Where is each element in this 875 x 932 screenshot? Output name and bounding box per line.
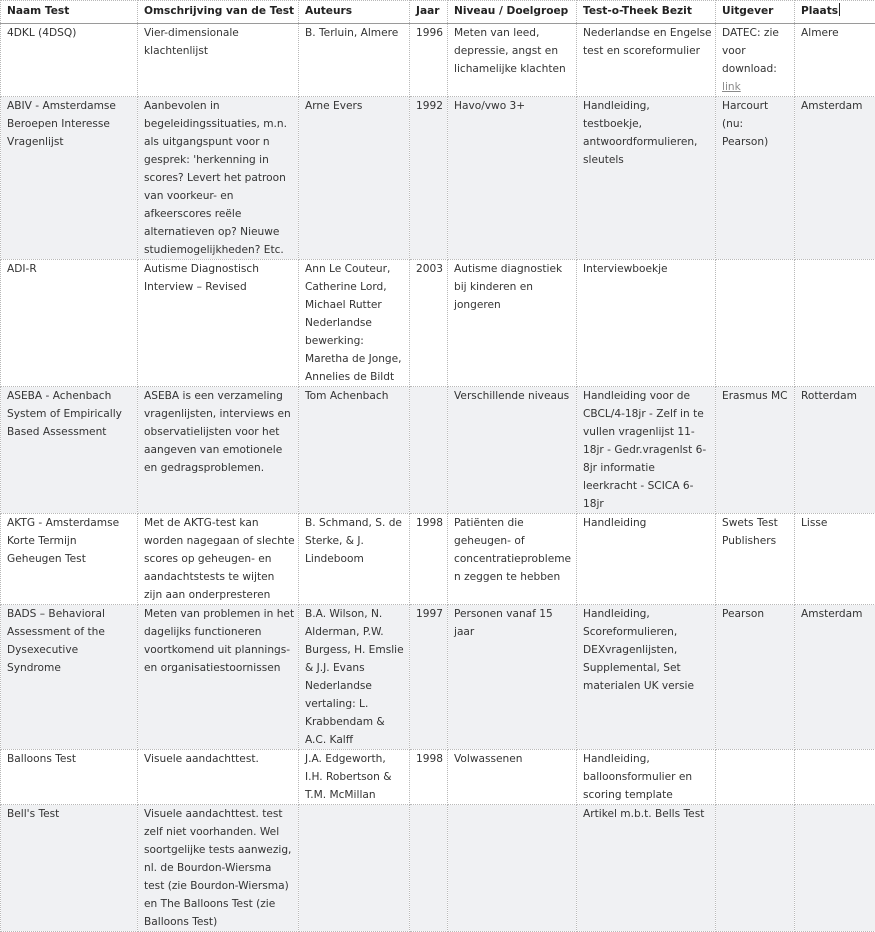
cell-bezit[interactable]: Handleiding, Scoreformulieren, DEXvragenlijsten, Supplemental, Set materialen UK versie (577, 605, 716, 750)
table-row (1, 805, 875, 932)
cell-jaar[interactable] (410, 387, 448, 514)
cell-jaar[interactable]: 1996 (410, 24, 448, 97)
cell-naam[interactable]: BADS – Behavioral Assessment of the Dysexecutive Syndrome (1, 605, 138, 750)
cell-uitgever[interactable]: Harcourt (nu: Pearson) (716, 97, 795, 260)
cell-uitgever[interactable] (716, 750, 795, 805)
cell-plaats[interactable]: Amsterdam (795, 605, 875, 750)
table-row (1, 97, 875, 260)
text-cursor (839, 3, 840, 16)
header-plaats[interactable] (795, 1, 875, 24)
cell-omschrijving[interactable]: Aanbevolen in begeleidingssituaties, m.n. als uitgangspunt voor n gesprek: 'herkenning in scores? Levert het patroon van voorkeur- en afkeerscores reële alternatieven op? Nieuwe studiemogelijkheden? Etc. (138, 97, 299, 260)
cell-plaats[interactable] (795, 750, 875, 805)
cell-auteurs[interactable] (299, 805, 410, 932)
cell-bezit[interactable]: Handleiding (577, 514, 716, 605)
cell-niveau[interactable]: Verschillende niveaus (448, 387, 577, 514)
cell-omschrijving[interactable]: Meten van problemen in het dagelijks functioneren voortkomend uit plannings- en organisatiestoornissen (138, 605, 299, 750)
table-row (1, 514, 875, 605)
cell-naam[interactable]: ASEBA - Achenbach System of Empirically Based Assessment (1, 387, 138, 514)
cell-naam[interactable]: AKTG - Amsterdamse Korte Termijn Geheugen Test (1, 514, 138, 605)
header-uitgever[interactable]: Uitgever (716, 1, 795, 24)
cell-omschrijving[interactable]: Vier-dimensionale klachtenlijst (138, 24, 299, 97)
header-plaats-label: Plaats (801, 5, 838, 17)
cell-plaats[interactable]: Almere (795, 24, 875, 97)
cell-bezit[interactable]: Handleiding, balloonsformulier en scoring template (577, 750, 716, 805)
header-auteurs[interactable]: Auteurs (299, 1, 410, 24)
cell-uitgever[interactable]: Pearson (716, 605, 795, 750)
cell-jaar[interactable]: 1998 (410, 750, 448, 805)
cell-plaats[interactable]: Lisse (795, 514, 875, 605)
cell-bezit[interactable]: Handleiding voor de CBCL/4-18jr - Zelf in te vullen vragenlijst 11-18jr - Gedr.vragenlst 6-8jr informatie leerkracht - SCICA 6-18jr (577, 387, 716, 514)
cell-jaar[interactable]: 1997 (410, 605, 448, 750)
table-row (1, 24, 875, 97)
cell-niveau[interactable]: Volwassenen (448, 750, 577, 805)
cell-bezit[interactable]: Artikel m.b.t. Bells Test (577, 805, 716, 932)
cell-jaar[interactable]: 1998 (410, 514, 448, 605)
header-bezit[interactable]: Test-o-Theek Bezit (577, 1, 716, 24)
cell-uitgever[interactable] (716, 805, 795, 932)
cell-niveau[interactable]: Autisme diagnostiek bij kinderen en jongeren (448, 260, 577, 387)
header-omschrijving[interactable]: Omschrijving van de Test (138, 1, 299, 24)
cell-bezit[interactable]: Interviewboekje (577, 260, 716, 387)
cell-uitgever[interactable] (716, 24, 795, 97)
cell-uitgever[interactable]: Erasmus MC (716, 387, 795, 514)
cell-omschrijving[interactable]: Visuele aandachttest. (138, 750, 299, 805)
cell-auteurs[interactable]: B. Schmand, S. de Sterke, & J. Lindeboom (299, 514, 410, 605)
cell-omschrijving[interactable]: Autisme Diagnostisch Interview – Revised (138, 260, 299, 387)
cell-jaar[interactable]: 2003 (410, 260, 448, 387)
table-row (1, 387, 875, 514)
cell-naam[interactable]: ABIV - Amsterdamse Beroepen Interesse Vragenlijst (1, 97, 138, 260)
header-jaar[interactable]: Jaar (410, 1, 448, 24)
cell-omschrijving[interactable]: Visuele aandachttest. test zelf niet voorhanden. Wel soortgelijke tests aanwezig, nl. de Bourdon-Wiersma test (zie Bourdon-Wiersma) en The Balloons Test (zie Balloons Test) (138, 805, 299, 932)
table-row (1, 605, 875, 750)
cell-naam[interactable]: Balloons Test (1, 750, 138, 805)
header-naam-test[interactable]: Naam Test (1, 1, 138, 24)
cell-uitgever[interactable] (716, 260, 795, 387)
cell-auteurs[interactable]: Arne Evers (299, 97, 410, 260)
table-row (1, 750, 875, 805)
cell-auteurs[interactable]: Ann Le Couteur, Catherine Lord, Michael Rutter Nederlandse bewerking: Maretha de Jonge, Annelies de Bildt (299, 260, 410, 387)
cell-niveau[interactable]: Patiënten die geheugen- of concentratieproblemen zeggen te hebben (448, 514, 577, 605)
cell-bezit[interactable]: Handleiding, testboekje, antwoordformulieren, sleutels (577, 97, 716, 260)
cell-bezit[interactable]: Nederlandse en Engelse test en scoreformulier (577, 24, 716, 97)
cell-naam[interactable]: 4DKL (4DSQ) (1, 24, 138, 97)
cell-jaar[interactable] (410, 805, 448, 932)
cell-niveau[interactable]: Havo/vwo 3+ (448, 97, 577, 260)
cell-plaats[interactable]: Rotterdam (795, 387, 875, 514)
download-link[interactable]: link (722, 81, 741, 93)
table-row (1, 260, 875, 387)
cell-niveau[interactable] (448, 805, 577, 932)
cell-auteurs[interactable]: B.A. Wilson, N. Alderman, P.W. Burgess, H. Emslie & J.J. Evans Nederlandse vertaling: L. Krabbendam & A.C. Kalff (299, 605, 410, 750)
cell-niveau[interactable]: Personen vanaf 15 jaar (448, 605, 577, 750)
cell-uitgever-text: DATEC: zie voor download: (722, 27, 779, 75)
cell-omschrijving[interactable]: ASEBA is een verzameling vragenlijsten, interviews en observatielijsten voor het aangeven van emotionele en gedragsproblemen. (138, 387, 299, 514)
cell-plaats[interactable] (795, 260, 875, 387)
cell-auteurs[interactable]: J.A. Edgeworth, I.H. Robertson & T.M. McMillan (299, 750, 410, 805)
cell-jaar[interactable]: 1992 (410, 97, 448, 260)
cell-naam[interactable]: Bell's Test (1, 805, 138, 932)
header-row (1, 1, 875, 24)
cell-plaats[interactable] (795, 805, 875, 932)
cell-naam[interactable]: ADI-R (1, 260, 138, 387)
cell-niveau[interactable]: Meten van leed, depressie, angst en lichamelijke klachten (448, 24, 577, 97)
cell-uitgever[interactable]: Swets Test Publishers (716, 514, 795, 605)
cell-plaats[interactable]: Amsterdam (795, 97, 875, 260)
cell-auteurs[interactable]: B. Terluin, Almere (299, 24, 410, 97)
header-niveau[interactable]: Niveau / Doelgroep (448, 1, 577, 24)
cell-omschrijving[interactable]: Met de AKTG-test kan worden nagegaan of slechte scores op geheugen- en aandachtstests te wijten zijn aan onderpresteren (138, 514, 299, 605)
cell-auteurs[interactable]: Tom Achenbach (299, 387, 410, 514)
